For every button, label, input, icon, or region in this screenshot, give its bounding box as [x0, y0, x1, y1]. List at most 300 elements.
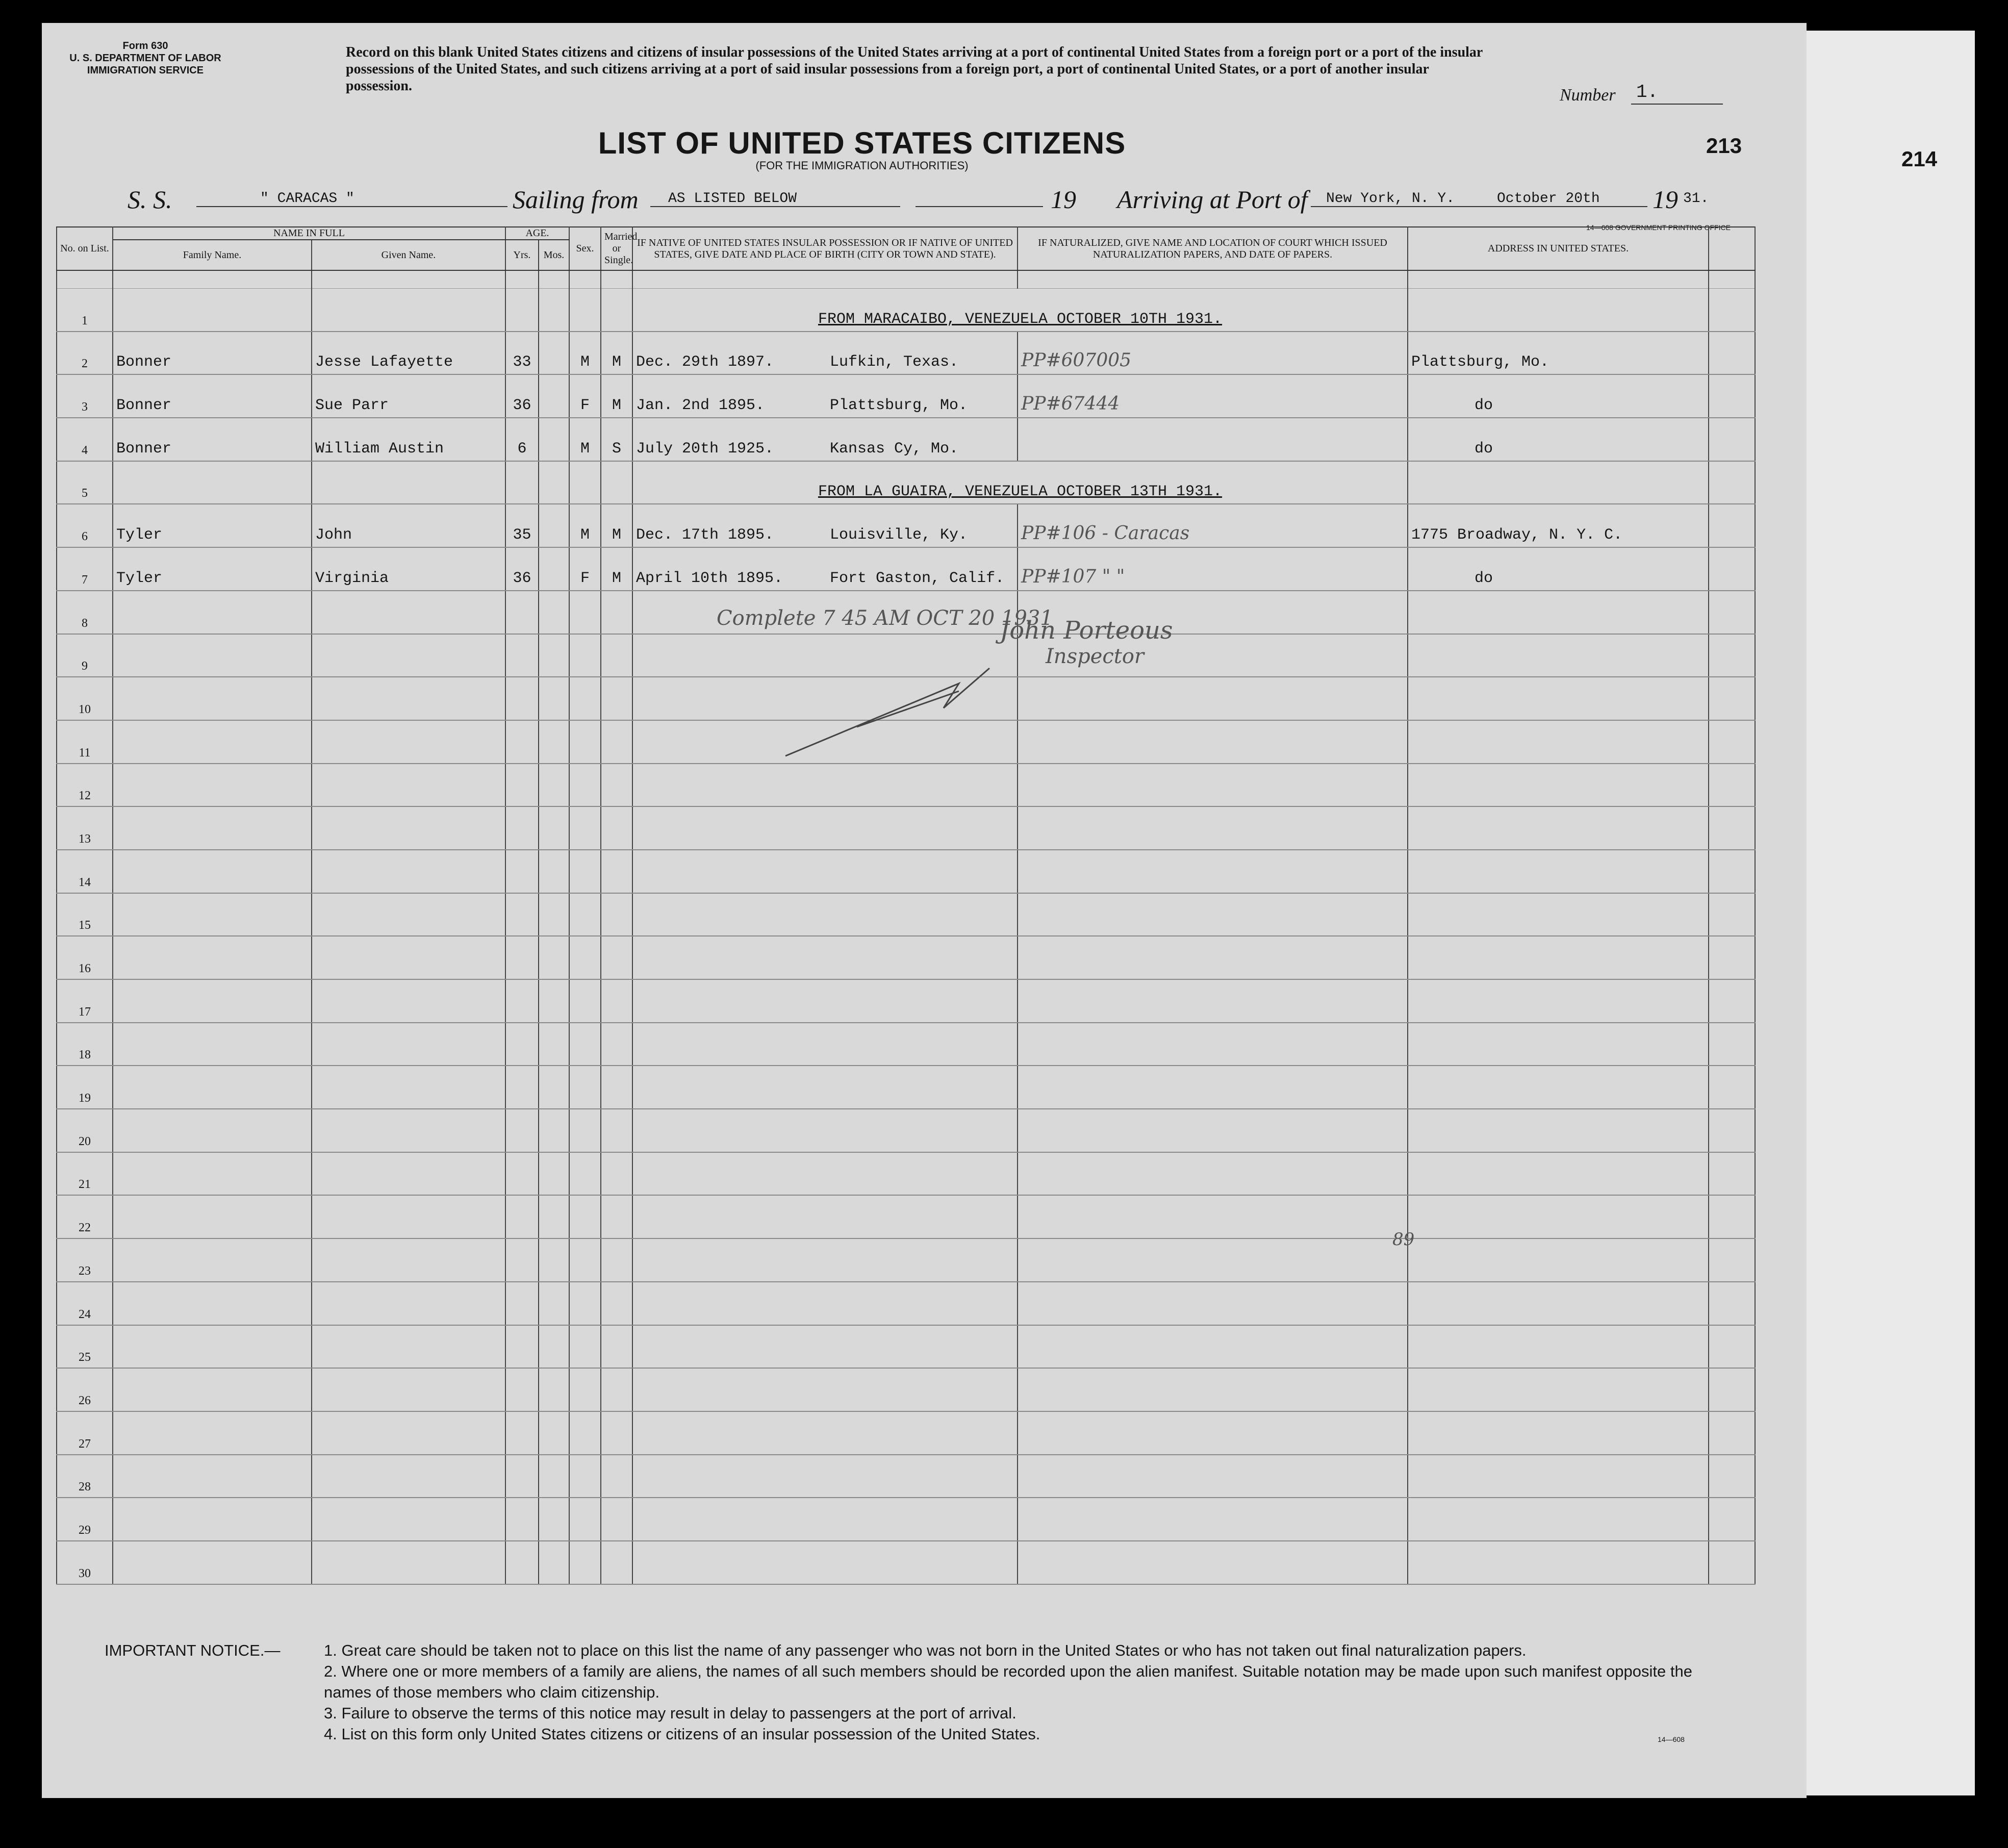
blank-cell: [1709, 1411, 1755, 1455]
sailing-underline: [650, 206, 900, 207]
blank-cell: [1709, 764, 1755, 807]
birth-cell: [632, 504, 1018, 547]
marital-status: M: [601, 547, 632, 591]
age-months: [539, 374, 569, 418]
blank-cell: [1709, 1325, 1755, 1369]
sex: [569, 1282, 601, 1325]
row-number: 15: [57, 893, 113, 936]
date-underline: [916, 206, 1043, 207]
blank-cell: [1709, 1238, 1755, 1282]
age-years: [505, 1455, 539, 1498]
marital-status: M: [601, 332, 632, 375]
header-family-name: Family Name.: [113, 240, 312, 270]
birth-cell: [632, 332, 1018, 375]
row-number: 17: [57, 979, 113, 1023]
age-years: [505, 1066, 539, 1109]
blank-cell: [1709, 1368, 1755, 1411]
family-name: [113, 1109, 312, 1152]
age-years: [505, 936, 539, 979]
us-address: [1408, 461, 1709, 504]
naturalization-papers: [1018, 893, 1408, 936]
sex: M: [569, 504, 601, 547]
sex: [569, 677, 601, 720]
marital-status: [601, 1238, 632, 1282]
given-name: John: [312, 504, 505, 547]
row-number: 11: [57, 720, 113, 764]
table-row: [57, 1195, 1755, 1238]
us-address: [1408, 1368, 1709, 1411]
family-name: [113, 1498, 312, 1541]
us-address: [1408, 591, 1709, 634]
given-name: [312, 1325, 505, 1369]
age-years: [505, 1541, 539, 1584]
us-address: [1408, 1195, 1709, 1238]
us-address: [1408, 720, 1709, 764]
intro-text: Record on this blank United States citizens and citizens of insular possessions of the United States arriving at a port of continental United States from a foreign port or a port of the insular possessions of the United States, and such citizens arriving at a port of said insular possessions from a foreign port, a port of continental United States, or a port of another insular possession.: [346, 44, 1483, 94]
age-years: 33: [505, 332, 539, 375]
table-row: [57, 418, 1755, 461]
age-years: [505, 461, 539, 504]
naturalization-papers: PP#607005: [1018, 332, 1408, 375]
header-yrs: Yrs.: [505, 240, 539, 270]
row-number: 30: [57, 1541, 113, 1584]
blank-cell: [1709, 547, 1755, 591]
naturalization-papers: [1018, 850, 1408, 893]
family-name: [113, 634, 312, 677]
given-name: [312, 1109, 505, 1152]
blank-cell: [1709, 1152, 1755, 1196]
notice-item-2: 2. Where one or more members of a family are aliens, the names of all such members should be recorded upon the alien manifest. Suitable notation may be made upon such manifest opposite the names of those members who claim citizenship.: [324, 1662, 1692, 1701]
birth-cell: [632, 1455, 1018, 1498]
sex: [569, 979, 601, 1023]
age-years: 36: [505, 374, 539, 418]
naturalization-papers: PP#107 " ": [1018, 547, 1408, 591]
us-address: [1408, 764, 1709, 807]
marital-status: [601, 1109, 632, 1152]
given-name: Virginia: [312, 547, 505, 591]
birth-cell: [632, 1195, 1018, 1238]
arrival-date: October 20th: [1497, 191, 1600, 207]
given-name: [312, 634, 505, 677]
table-row: [57, 979, 1755, 1023]
table-row: [57, 547, 1755, 591]
naturalization-papers: [1018, 1411, 1408, 1455]
form-code: 14—608: [1658, 1735, 1685, 1743]
us-address: [1408, 1238, 1709, 1282]
section-heading: FROM LA GUAIRA, VENEZUELA OCTOBER 13TH 1931.: [632, 461, 1408, 504]
family-name: [113, 806, 312, 850]
sex: [569, 289, 601, 332]
blank-cell: [1709, 289, 1755, 332]
blank-cell: [1709, 677, 1755, 720]
row-number: 2: [57, 332, 113, 375]
service-name: IMMIGRATION SERVICE: [87, 65, 204, 76]
family-name: [113, 1152, 312, 1196]
age-months: [539, 1541, 569, 1584]
header-age: AGE.: [505, 227, 569, 240]
number-underline: [1631, 104, 1723, 105]
naturalization-papers: [1018, 1368, 1408, 1411]
given-name: [312, 289, 505, 332]
table-row: [57, 1066, 1755, 1109]
row-number: 4: [57, 418, 113, 461]
us-address: [1408, 677, 1709, 720]
age-years: [505, 289, 539, 332]
sex: [569, 1411, 601, 1455]
sex: [569, 634, 601, 677]
birth-cell: [632, 764, 1018, 807]
row-number: 26: [57, 1368, 113, 1411]
us-address: [1408, 1282, 1709, 1325]
birth-cell: [632, 374, 1018, 418]
us-address: [1408, 1152, 1709, 1196]
us-address: [1408, 936, 1709, 979]
naturalization-papers: [1018, 979, 1408, 1023]
row-number: 27: [57, 1411, 113, 1455]
table-row: [57, 1282, 1755, 1325]
blank-cell: [1709, 1455, 1755, 1498]
blank-cell: [1709, 591, 1755, 634]
marital-status: [601, 1152, 632, 1196]
family-name: [113, 1368, 312, 1411]
signature-title: Inspector: [1046, 645, 1145, 668]
us-address: [1408, 850, 1709, 893]
marital-status: [601, 1023, 632, 1066]
marital-status: M: [601, 504, 632, 547]
naturalization-papers: [1018, 1109, 1408, 1152]
sex: [569, 1066, 601, 1109]
age-months: [539, 1498, 569, 1541]
table-row: [57, 850, 1755, 893]
family-name: [113, 936, 312, 979]
age-years: [505, 806, 539, 850]
row-number: 14: [57, 850, 113, 893]
section-heading: FROM MARACAIBO, VENEZUELA OCTOBER 10TH 1931.: [632, 289, 1408, 332]
given-name: [312, 979, 505, 1023]
naturalization-papers: [1018, 1066, 1408, 1109]
age-years: [505, 1109, 539, 1152]
us-address: [1408, 979, 1709, 1023]
sex: M: [569, 418, 601, 461]
marital-status: [601, 1368, 632, 1411]
age-years: 36: [505, 547, 539, 591]
table-row: [57, 504, 1755, 547]
given-name: [312, 720, 505, 764]
table-row: [57, 1368, 1755, 1411]
birth-date: Dec. 17th 1895.: [636, 526, 774, 544]
us-address: [1408, 806, 1709, 850]
family-name: [113, 1282, 312, 1325]
family-name: Bonner: [113, 374, 312, 418]
sailing-label: Sailing from: [513, 185, 639, 214]
row-number: 16: [57, 936, 113, 979]
given-name: [312, 893, 505, 936]
age-months: [539, 764, 569, 807]
naturalization-papers: [1018, 1541, 1408, 1584]
notice-item-4: 4. List on this form only United States citizens or citizens of an insular possession of the United States.: [324, 1725, 1040, 1743]
age-years: [505, 1498, 539, 1541]
family-name: [113, 1541, 312, 1584]
age-months: [539, 418, 569, 461]
age-months: [539, 1066, 569, 1109]
age-months: [539, 332, 569, 375]
family-name: Bonner: [113, 418, 312, 461]
us-address: [1408, 1066, 1709, 1109]
age-years: [505, 1411, 539, 1455]
header-no: No. on List.: [57, 227, 113, 270]
given-name: [312, 1455, 505, 1498]
given-name: [312, 936, 505, 979]
birth-place: Kansas Cy, Mo.: [830, 440, 959, 458]
age-years: [505, 677, 539, 720]
birth-cell: [632, 418, 1018, 461]
naturalization-papers: [1018, 936, 1408, 979]
naturalization-papers: [1018, 806, 1408, 850]
row-number: 18: [57, 1023, 113, 1066]
blank-cell: [1709, 504, 1755, 547]
row-number: 13: [57, 806, 113, 850]
port-underline: [1311, 206, 1647, 207]
age-years: [505, 1238, 539, 1282]
marital-status: [601, 461, 632, 504]
age-years: [505, 720, 539, 764]
sex: [569, 1023, 601, 1066]
naturalization-papers: [1018, 1455, 1408, 1498]
age-years: 6: [505, 418, 539, 461]
form-id: [64, 40, 227, 77]
family-name: [113, 764, 312, 807]
birth-cell: [632, 979, 1018, 1023]
printer-note: 14—608 GOVERNMENT PRINTING OFFICE: [1586, 223, 1731, 232]
table-row: [57, 1325, 1755, 1369]
sex: [569, 1109, 601, 1152]
row-number: 23: [57, 1238, 113, 1282]
header-given-name: Given Name.: [312, 240, 505, 270]
age-months: [539, 806, 569, 850]
notice-heading: IMPORTANT NOTICE.—: [105, 1641, 281, 1659]
given-name: Jesse Lafayette: [312, 332, 505, 375]
row-number: 24: [57, 1282, 113, 1325]
header-sex: Sex.: [569, 227, 601, 270]
blank-cell: [1709, 1541, 1755, 1584]
blank-cell: [1709, 979, 1755, 1023]
marital-status: [601, 720, 632, 764]
given-name: [312, 1238, 505, 1282]
birth-cell: [632, 1368, 1018, 1411]
arriving-label: Arriving at Port of: [1117, 185, 1308, 214]
blank-cell: [1709, 1498, 1755, 1541]
blank-cell: [1709, 806, 1755, 850]
age-years: [505, 764, 539, 807]
table-row: [57, 289, 1755, 332]
family-name: Tyler: [113, 547, 312, 591]
blank-cell: [1709, 461, 1755, 504]
birth-date: April 10th 1895.: [636, 569, 783, 587]
table-row: [57, 1238, 1755, 1282]
page-title: LIST OF UNITED STATES CITIZENS: [598, 126, 1126, 160]
blank-cell: [1709, 1023, 1755, 1066]
blank-cell: [1709, 850, 1755, 893]
marital-status: [601, 850, 632, 893]
sailing-from: AS LISTED BELOW: [668, 191, 797, 207]
table-row: [57, 1023, 1755, 1066]
table-row: [57, 461, 1755, 504]
us-address: [1408, 1109, 1709, 1152]
sex: [569, 1455, 601, 1498]
us-address: do: [1408, 418, 1709, 461]
row-number: 29: [57, 1498, 113, 1541]
row-number: 12: [57, 764, 113, 807]
sex: [569, 936, 601, 979]
birth-cell: [632, 1066, 1018, 1109]
given-name: [312, 1023, 505, 1066]
birth-place: Louisville, Ky.: [830, 526, 968, 544]
header-blank: [1709, 227, 1755, 270]
sex: [569, 591, 601, 634]
marital-status: [601, 1498, 632, 1541]
header-mos: Mos.: [539, 240, 569, 270]
blank-cell: [1709, 893, 1755, 936]
age-years: [505, 634, 539, 677]
sex: [569, 1325, 601, 1369]
table-row: [57, 1541, 1755, 1584]
given-name: [312, 1195, 505, 1238]
given-name: [312, 1368, 505, 1411]
given-name: [312, 764, 505, 807]
marital-status: [601, 1325, 632, 1369]
birth-place: Lufkin, Texas.: [830, 353, 959, 371]
age-years: [505, 1282, 539, 1325]
stamp-text: Complete 7 45 AM OCT 20 1931: [717, 606, 1053, 630]
us-address: [1408, 634, 1709, 677]
given-name: [312, 591, 505, 634]
table-row: [57, 806, 1755, 850]
naturalization-papers: [1018, 764, 1408, 807]
page-subtitle: (FOR THE IMMIGRATION AUTHORITIES): [755, 159, 969, 172]
table-row: [57, 1152, 1755, 1196]
age-months: [539, 677, 569, 720]
age-months: [539, 1368, 569, 1411]
given-name: [312, 850, 505, 893]
table-row: [57, 1455, 1755, 1498]
family-name: [113, 677, 312, 720]
birth-cell: [632, 1023, 1018, 1066]
us-address: [1408, 1541, 1709, 1584]
page-stamp-214: 214: [1901, 147, 1938, 171]
given-name: Sue Parr: [312, 374, 505, 418]
sex: F: [569, 547, 601, 591]
age-months: [539, 1109, 569, 1152]
header-married: Married or Single.: [601, 227, 632, 270]
marital-status: [601, 1195, 632, 1238]
row-number: 25: [57, 1325, 113, 1369]
header-naturalized: IF NATURALIZED, GIVE NAME AND LOCATION OF COURT WHICH ISSUED NATURALIZATION PAPERS, AND DATE OF PAPERS.: [1018, 227, 1408, 270]
row-number: 6: [57, 504, 113, 547]
age-months: [539, 1282, 569, 1325]
birth-cell: [632, 936, 1018, 979]
table-row: [57, 332, 1755, 375]
arrival-year: 31.: [1683, 191, 1709, 207]
birth-place: Fort Gaston, Calif.: [830, 569, 1005, 587]
family-name: [113, 1411, 312, 1455]
given-name: William Austin: [312, 418, 505, 461]
marital-status: [601, 591, 632, 634]
age-months: [539, 893, 569, 936]
naturalization-papers: [1018, 1238, 1408, 1282]
sex: [569, 1152, 601, 1196]
birth-place: Plattsburg, Mo.: [830, 397, 968, 415]
given-name: [312, 1411, 505, 1455]
family-name: [113, 289, 312, 332]
header-name-in-full: NAME IN FULL: [113, 227, 505, 240]
sex: [569, 1498, 601, 1541]
sex: [569, 850, 601, 893]
row-number: 20: [57, 1109, 113, 1152]
birth-cell: [632, 1282, 1018, 1325]
naturalization-papers: [1018, 1023, 1408, 1066]
family-name: Tyler: [113, 504, 312, 547]
naturalization-papers: [1018, 418, 1408, 461]
birth-cell: [632, 1411, 1018, 1455]
marital-status: [601, 893, 632, 936]
sex: [569, 461, 601, 504]
sex: [569, 1541, 601, 1584]
birth-date: Jan. 2nd 1895.: [636, 397, 765, 415]
marital-status: S: [601, 418, 632, 461]
blank-cell: [1709, 720, 1755, 764]
us-address: [1408, 1023, 1709, 1066]
age-months: [539, 1325, 569, 1369]
age-years: [505, 893, 539, 936]
age-months: [539, 1411, 569, 1455]
age-years: 35: [505, 504, 539, 547]
birth-cell: [632, 1238, 1018, 1282]
ship-name: " CARACAS ": [260, 191, 354, 207]
given-name: [312, 461, 505, 504]
marital-status: [601, 677, 632, 720]
row-number: 10: [57, 677, 113, 720]
row-number: 7: [57, 547, 113, 591]
birth-cell: [632, 1152, 1018, 1196]
sex: [569, 1368, 601, 1411]
age-months: [539, 979, 569, 1023]
blank-cell: [1709, 374, 1755, 418]
blank-cell: [1709, 418, 1755, 461]
sex: [569, 1195, 601, 1238]
marital-status: [601, 289, 632, 332]
age-years: [505, 1325, 539, 1369]
notice-item-1: 1. Great care should be taken not to place on this list the name of any passenger who was not born in the United States or who has not taken out final naturalization papers.: [324, 1641, 1527, 1659]
sex: F: [569, 374, 601, 418]
age-years: [505, 591, 539, 634]
age-months: [539, 634, 569, 677]
table-row: [57, 1411, 1755, 1455]
birth-cell: [632, 547, 1018, 591]
age-years: [505, 1368, 539, 1411]
us-address: Plattsburg, Mo.: [1408, 332, 1709, 375]
age-months: [539, 504, 569, 547]
header-address: ADDRESS IN UNITED STATES.: [1408, 227, 1709, 270]
us-address: [1408, 1498, 1709, 1541]
family-name: [113, 1195, 312, 1238]
us-address: 1775 Broadway, N. Y. C.: [1408, 504, 1709, 547]
us-address: do: [1408, 374, 1709, 418]
us-address: [1408, 1411, 1709, 1455]
page-stamp-213: 213: [1706, 134, 1742, 158]
birth-date: Dec. 29th 1897.: [636, 353, 774, 371]
row-number: 28: [57, 1455, 113, 1498]
blank-cell: [1709, 1109, 1755, 1152]
